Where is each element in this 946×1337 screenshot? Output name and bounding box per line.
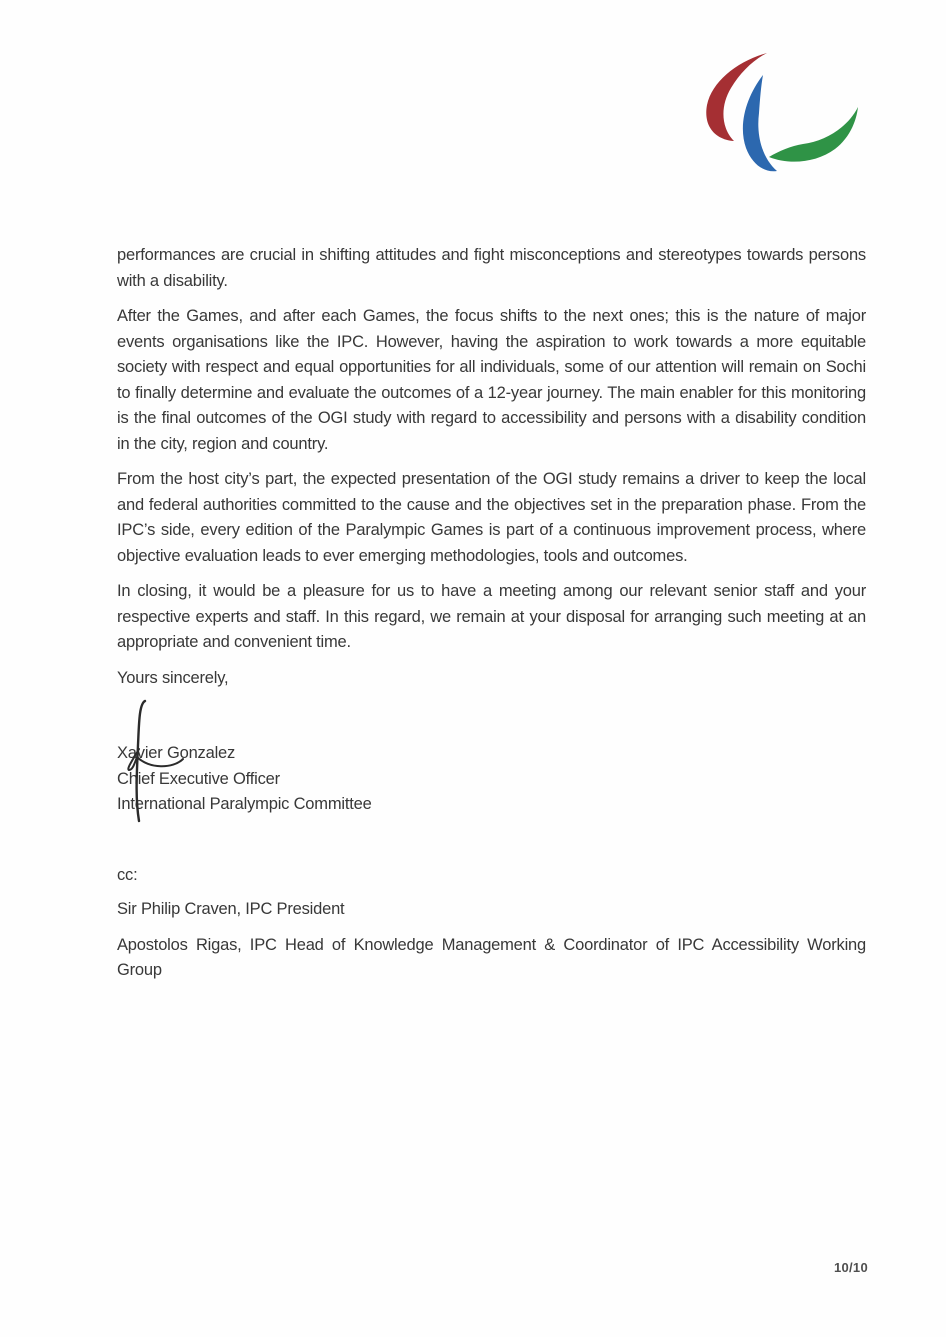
page-number: 10/10	[833, 1260, 868, 1275]
signatory-name: Xavier Gonzalez	[117, 744, 236, 762]
cc-recipient: Sir Philip Craven, IPC President	[117, 900, 345, 918]
closing-salutation: Yours sincerely,	[117, 668, 229, 687]
letter-body	[117, 243, 866, 994]
cc-label: cc:	[117, 865, 138, 884]
ipc-agitos-logo-icon	[690, 45, 890, 190]
signatory-organization: International Paralympic Committee	[117, 795, 372, 813]
cc-block	[117, 863, 866, 984]
cc-recipient: Apostolos Rigas, IPC Head of Knowledge Management & Coordinator of IPC Accessibility Working Group	[117, 935, 866, 979]
signatory-title: Chief Executive Officer	[117, 769, 280, 788]
paragraph: After the Games, and after each Games, the focus shifts to the next ones; this is the nature of major events organisations like the IPC. However, having the aspiration to work towards a more equitable society with respect and equal opportunities for all individuals, some of our attention will remain on Sochi to finally determine and evaluate the outcomes of a 12-year journey. The main enabler for this monitoring is the final outcomes of the OGI study with regard to accessibility and persons with a disability condition in the city, region and country.	[117, 307, 866, 453]
paragraph: In closing, it would be a pleasure for us to have a meeting among our relevant senior staff and your respective experts and staff. In this regard, we remain at your disposal for arranging such meeting at an appropriate and convenient time.	[117, 582, 866, 651]
signature-block	[117, 741, 866, 818]
paragraph: performances are crucial in shifting attitudes and fight misconceptions and stereotypes towards persons with a disability.	[117, 246, 866, 290]
paragraph: From the host city’s part, the expected presentation of the OGI study remains a driver to keep the local and federal authorities committed to the cause and the objectives set in the preparation phase. From the IPC’s side, every edition of the Paralympic Games is part of a continuous improvement process, where objective evaluation leads to ever emerging methodologies, tools and outcomes.	[117, 470, 866, 565]
